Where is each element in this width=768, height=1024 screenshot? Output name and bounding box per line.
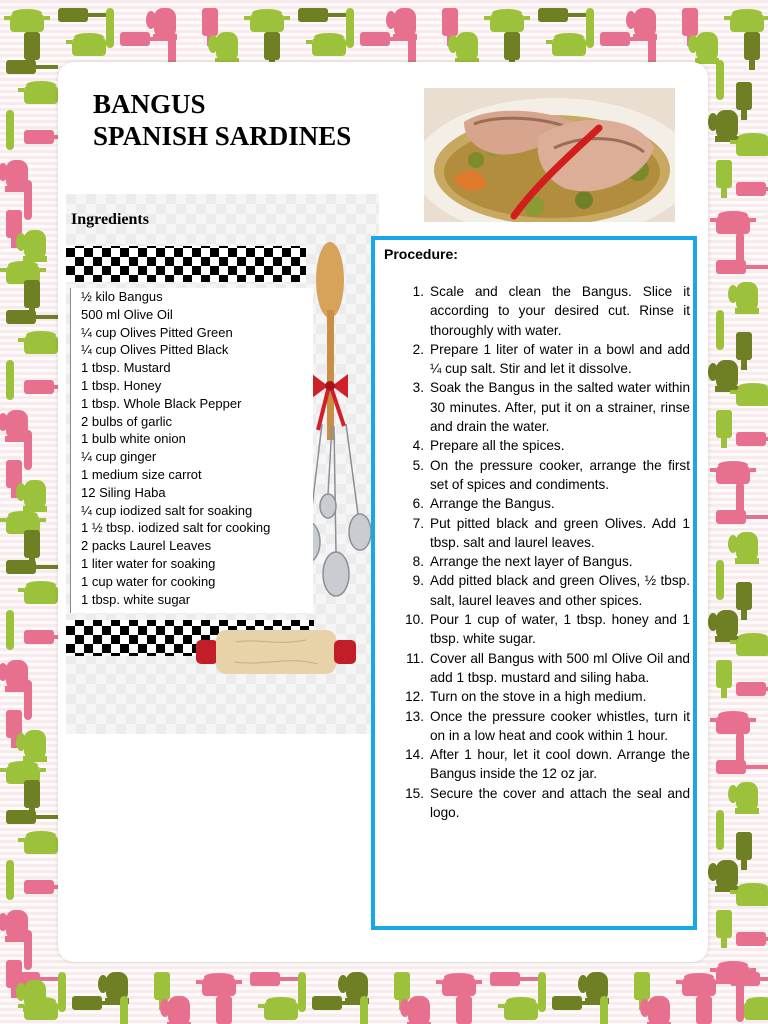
procedure-step bbox=[384, 610, 690, 649]
ingredient-item: ¼ cup Olives Pitted Green bbox=[81, 324, 233, 340]
procedure-steps bbox=[384, 282, 690, 822]
procedure-step bbox=[384, 456, 690, 495]
ingredient-item: 1 liter water for soaking bbox=[81, 555, 216, 571]
step-text: After 1 hour, let it cool down. Arrange the Bangus inside the 12 oz jar. bbox=[430, 747, 690, 782]
procedure-step bbox=[384, 784, 690, 823]
step-text: Soak the Bangus in the salted water within 30 minutes. After, put it on a strainer, rinse and drain the water. bbox=[430, 380, 690, 435]
ingredient-item: 1 tbsp. Whole Black Pepper bbox=[81, 395, 242, 411]
procedure-step bbox=[384, 571, 690, 610]
procedure-step bbox=[384, 552, 690, 571]
ingredient-item: ½ kilo Bangus bbox=[81, 289, 163, 304]
step-number: 11. bbox=[406, 650, 424, 666]
step-number: 9. bbox=[412, 573, 424, 589]
step-text: Prepare all the spices. bbox=[430, 438, 565, 454]
step-text: Arrange the next layer of Bangus. bbox=[430, 554, 633, 570]
ingredient-item: 1 cup water for cooking bbox=[81, 573, 216, 589]
step-text: Turn on the stove in a high medium. bbox=[430, 689, 647, 705]
step-number: 5. bbox=[412, 457, 424, 473]
ingredients-list bbox=[70, 288, 313, 613]
procedure-step bbox=[384, 687, 690, 706]
step-text: On the pressure cooker, arrange the first set of spices and condiments. bbox=[430, 457, 690, 492]
ingredient-item: 1 tbsp. Honey bbox=[81, 377, 162, 393]
recipe-title bbox=[93, 88, 351, 152]
step-number: 1. bbox=[412, 284, 424, 299]
step-number: 12. bbox=[405, 689, 424, 705]
procedure-step bbox=[384, 340, 690, 379]
procedure-step bbox=[384, 745, 690, 784]
ingredient-item: 2 bulbs of garlic bbox=[81, 413, 173, 429]
ingredients-heading: Ingredients bbox=[71, 211, 149, 228]
procedure-step bbox=[384, 514, 690, 553]
step-text: Cover all Bangus with 500 ml Olive Oil and add 1 tbsp. mustard and siling haba. bbox=[430, 650, 690, 685]
step-text: Add pitted black and green Olives, ½ tbsp. salt, laurel leaves and other spices. bbox=[430, 573, 690, 608]
procedure-step bbox=[384, 378, 690, 436]
step-text: Scale and clean the Bangus. Slice it according to your desired cut. Rinse it thoroughly with water. bbox=[430, 284, 690, 338]
title-line-2: SPANISH SARDINES bbox=[93, 121, 352, 151]
ingredient-item: 2 packs Laurel Leaves bbox=[81, 538, 212, 554]
procedure-heading: Procedure: bbox=[384, 246, 458, 262]
step-number: 8. bbox=[412, 554, 424, 570]
step-number: 3. bbox=[412, 380, 424, 396]
step-text: Prepare 1 liter of water in a bowl and add ¼ cup salt. Stir and let it dissolve. bbox=[430, 341, 690, 377]
ingredient-item: 1 bulb white onion bbox=[81, 431, 186, 447]
step-number: 2. bbox=[412, 341, 424, 357]
fish-dish-photo bbox=[424, 88, 675, 222]
step-number: 6. bbox=[412, 496, 424, 512]
step-text: Put pitted black and green Olives. Add 1 tbsp. salt and laurel leaves. bbox=[430, 515, 690, 550]
step-number: 13. bbox=[405, 708, 424, 724]
ingredient-item: 1 medium size carrot bbox=[81, 466, 202, 482]
step-number: 14. bbox=[405, 747, 424, 763]
step-number: 7. bbox=[412, 515, 424, 531]
procedure-step bbox=[384, 282, 690, 340]
ingredient-item: 1 ½ tbsp. iodized salt for cooking bbox=[81, 520, 271, 536]
ingredient-item: ¼ cup Olives Pitted Black bbox=[81, 342, 229, 358]
procedure-step bbox=[384, 494, 690, 513]
procedure-step bbox=[384, 707, 690, 746]
step-number: 4. bbox=[412, 438, 424, 454]
rolling-pin-icon bbox=[196, 630, 356, 674]
title-line-1: BANGUS bbox=[93, 89, 206, 119]
procedure-step bbox=[384, 649, 690, 688]
ingredient-item: ¼ cup ginger bbox=[81, 449, 157, 465]
ingredient-item: 500 ml Olive Oil bbox=[81, 306, 173, 322]
procedure-step bbox=[384, 436, 690, 455]
ingredient-item: 1 tbsp. white sugar bbox=[81, 591, 191, 607]
step-text: Once the pressure cooker whistles, turn it on in a low heat and cook within 1 hour. bbox=[430, 708, 690, 743]
step-text: Pour 1 cup of water, 1 tbsp. honey and 1 tbsp. white sugar. bbox=[430, 612, 690, 647]
step-number: 15. bbox=[405, 785, 424, 801]
ingredient-item: 1 tbsp. Mustard bbox=[81, 360, 171, 376]
step-text: Secure the cover and attach the seal and logo. bbox=[430, 785, 690, 821]
step-number: 10. bbox=[405, 612, 424, 628]
step-text: Arrange the Bangus. bbox=[430, 496, 555, 512]
ingredient-item: ¼ cup iodized salt for soaking bbox=[81, 502, 253, 518]
ingredient-item: 12 Siling Haba bbox=[81, 484, 166, 500]
